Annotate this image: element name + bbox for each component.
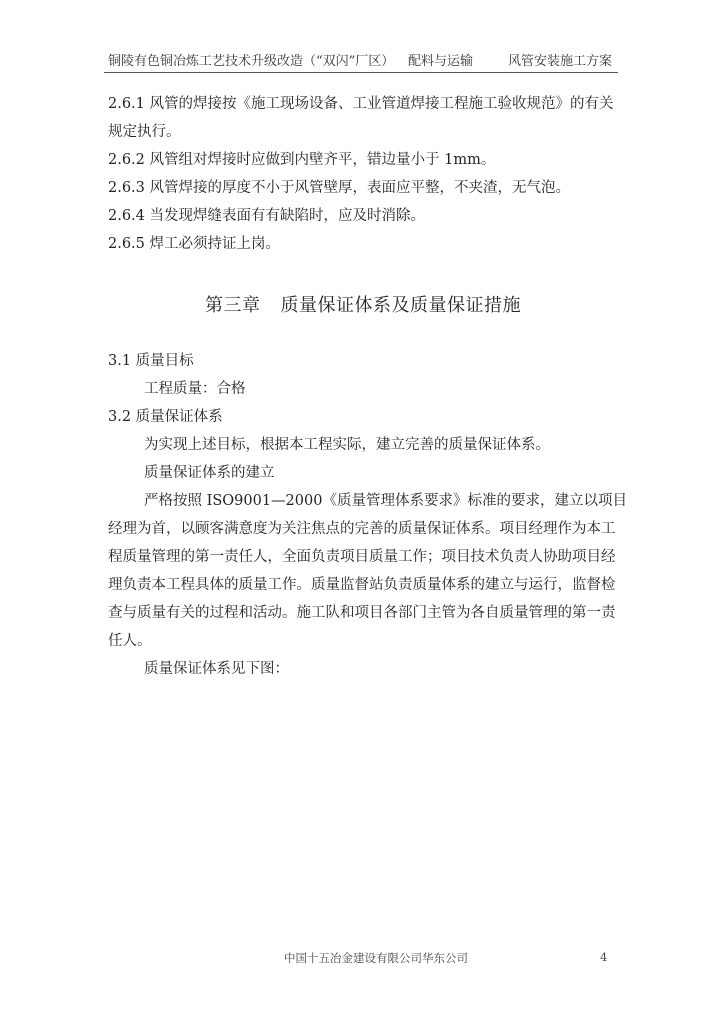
- header-department: 配料与运输: [408, 54, 474, 69]
- clause-2-6-1: 2.6.1 风管的焊接按《施工现场设备、工业管道焊接工程施工验收规范》的有关: [108, 96, 614, 112]
- clause-2-6-5: 2.6.5 焊工必须持证上岗。: [108, 236, 281, 252]
- page-number: 4: [600, 950, 608, 964]
- section-3-2-heading: 3.2 质量保证体系: [108, 409, 223, 425]
- figure-intro: 质量保证体系见下图：: [144, 661, 289, 677]
- chapter-heading: [108, 291, 618, 321]
- section-3-2-subheading: 质量保证体系的建立: [144, 465, 275, 481]
- quality-target-text: 工程质量：合格: [144, 381, 246, 397]
- header-document-title: 风管安装施工方案: [508, 54, 613, 69]
- body-paragraph-line: 程质量管理的第一责任人，全面负责项目质量工作；项目技术负责人协助项目经: [108, 549, 616, 565]
- chapter-number: 第三章: [205, 295, 261, 316]
- page-header: [108, 50, 618, 72]
- section-3-2-intro: 为实现上述目标，根据本工程实际，建立完善的质量保证体系。: [144, 437, 550, 453]
- clause-2-6-4: 2.6.4 当发现焊缝表面有有缺陷时，应及时消除。: [108, 208, 426, 224]
- clause-2-6-2: 2.6.2 风管组对焊接时应做到内壁齐平，错边量小于 1mm。: [108, 152, 496, 168]
- clause-2-6-1-continued: 规定执行。: [108, 124, 181, 140]
- footer-company-name: 中国十五冶金建设有限公司华东公司: [284, 951, 468, 965]
- chapter-title: 质量保证体系及质量保证措施: [280, 295, 521, 316]
- header-project-name: 铜陵有色铜冶炼工艺技术升级改造（“双闪”厂区）: [108, 54, 395, 69]
- body-paragraph-line: 任人。: [108, 633, 152, 649]
- body-paragraph-line: 经理为首，以顾客满意度为关注焦点的完善的质量保证体系。项目经理作为本工: [108, 521, 616, 537]
- page-footer: [0, 950, 724, 968]
- body-paragraph-line: 理负责本工程具体的质量工作。质量监督站负责质量体系的建立与运行，监督检: [108, 577, 616, 593]
- clause-2-6-3: 2.6.3 风管焊接的厚度不小于风管壁厚，表面应平整，不夹渣，无气泡。: [108, 180, 571, 196]
- section-3-1-heading: 3.1 质量目标: [108, 353, 194, 369]
- body-paragraph-line: 严格按照 ISO9001—2000《质量管理体系要求》标准的要求，建立以项目: [144, 493, 627, 509]
- header-divider: [104, 72, 618, 73]
- body-paragraph-line: 查与质量有关的过程和活动。施工队和项目各部门主管为各自质量管理的第一责: [108, 605, 616, 621]
- document-body: [108, 90, 627, 683]
